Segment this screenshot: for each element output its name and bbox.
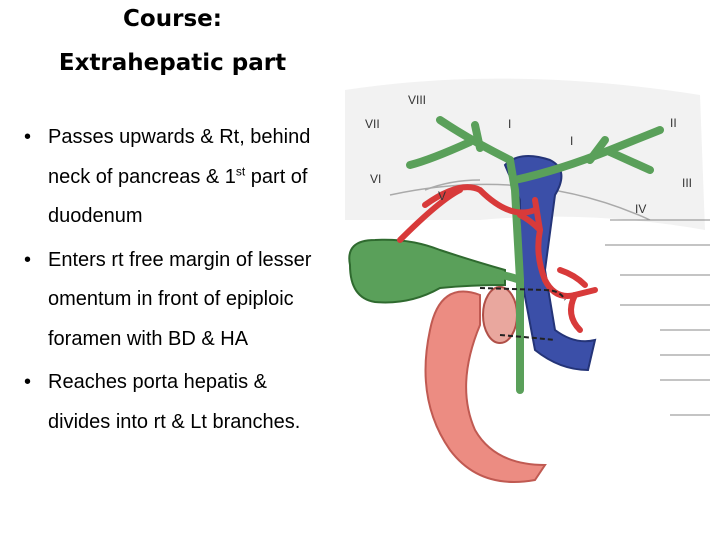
segment-label-i-caudate: I	[570, 134, 574, 148]
segment-label-iv: IV	[635, 202, 647, 216]
label-leaders	[605, 220, 710, 415]
segment-label-viii: VIII	[408, 93, 427, 107]
bullet-1-text-b: part of duodenum	[48, 165, 308, 227]
bullet-1-sup: st	[235, 163, 246, 178]
bullet-1-text-a: Passes upwards & Rt, behind neck of pancreas & 1	[48, 126, 311, 188]
segment-label-i: I	[508, 117, 512, 131]
bullet-list	[24, 118, 324, 446]
gallbladder-shape	[349, 240, 505, 303]
bullet-item-3: • Reaches porta hepatis & divides into rt & Lt branches.	[24, 363, 324, 442]
segment-label-v: V	[438, 189, 447, 203]
bullet-item-1	[24, 118, 324, 237]
bullet-item-2: • Enters rt free margin of lesser omentum in front of epiploic foramen with BD & HA	[24, 241, 324, 360]
segment-label-vi: VI	[370, 172, 382, 186]
segment-label-ii: II	[670, 116, 677, 130]
segment-label-vii: VII	[365, 117, 380, 131]
slide-title-line2: Extrahepatic part	[58, 50, 287, 76]
segment-label-iii: III	[682, 176, 693, 190]
biliary-anatomy-diagram	[330, 70, 715, 530]
slide-title-line1: Course:	[123, 6, 222, 32]
ampulla-shape	[483, 287, 517, 343]
